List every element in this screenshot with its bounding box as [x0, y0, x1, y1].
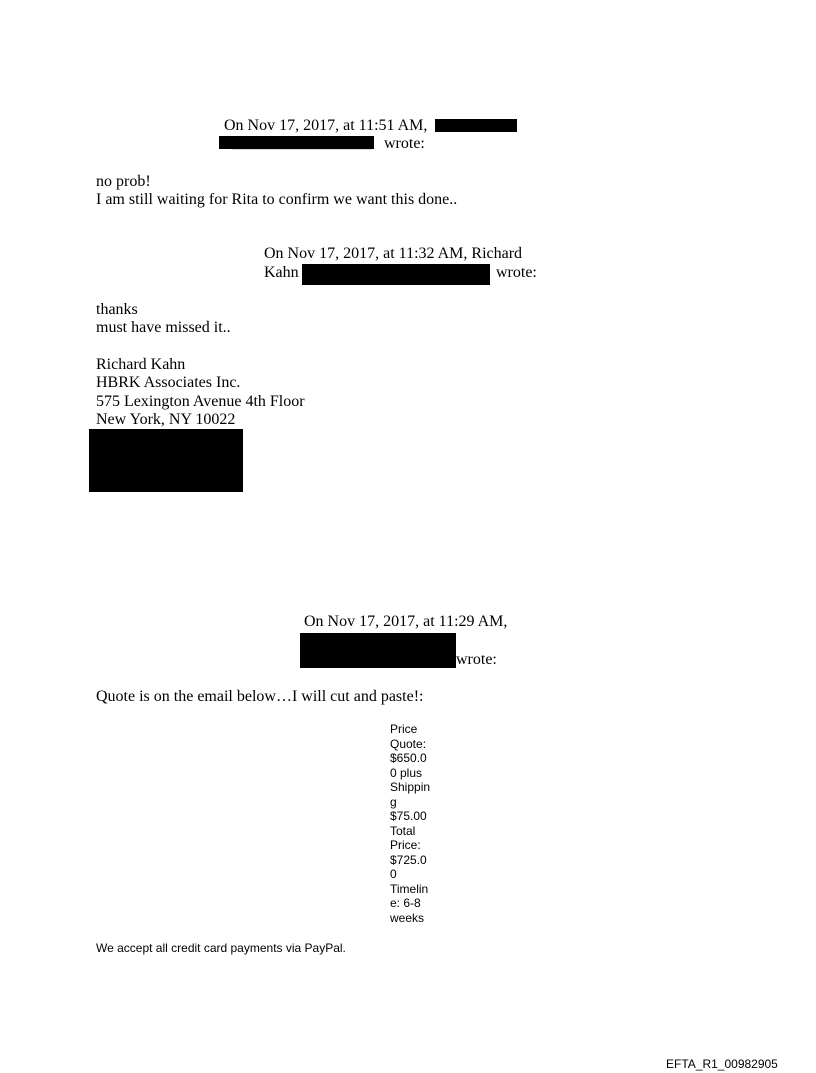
quote-line: Total — [390, 823, 416, 838]
email-header-1-line1 — [224, 117, 427, 135]
quote-line: e: 6-8 — [390, 896, 421, 910]
email-header-2-kahn: Kahn — [264, 264, 299, 281]
quote-line: Timelin — [390, 881, 429, 896]
reply-1-line2: I am still waiting for Rita to confirm we want this done.. — [96, 191, 458, 208]
quote-line: $75.00 — [390, 809, 427, 823]
quote-line: $725.0 — [390, 852, 427, 867]
reply-2-line2: must have missed it.. — [96, 319, 231, 336]
redaction-block — [302, 264, 490, 285]
signature-address-1: 575 Lexington Avenue 4th Floor — [96, 393, 305, 410]
quote-line: Quote: — [390, 736, 427, 751]
reply-2-line1: thanks — [96, 301, 138, 318]
redaction-block — [89, 429, 243, 492]
email-header-2-wrote: wrote: — [496, 264, 537, 281]
redaction-block — [219, 136, 374, 149]
email-header-3-line1: On Nov 17, 2017, at 11:29 AM, — [304, 613, 508, 630]
email-header-2-line1: On Nov 17, 2017, at 11:32 AM, Richard — [264, 245, 523, 262]
quote-line: Price — [390, 722, 418, 736]
quote-line: 0 — [390, 867, 397, 881]
email-header-3-wrote: wrote: — [456, 651, 497, 668]
quote-line: $650.0 — [390, 751, 427, 765]
signature-address-2: New York, NY 10022 — [96, 411, 236, 428]
redaction-block — [300, 633, 456, 668]
payment-note: We accept all credit card payments via PayPal. — [96, 941, 346, 955]
redaction-block — [435, 119, 517, 132]
email-header-1-wrote: wrote: — [384, 135, 425, 152]
quote-line: weeks — [390, 910, 425, 925]
email-header-1-text: On Nov 17, 2017, at 11:51 AM, — [224, 117, 428, 134]
price-quote-block — [390, 722, 430, 925]
reply-3-line1: Quote is on the email below…I will cut and paste!: — [96, 688, 424, 705]
quote-line: g — [390, 794, 397, 809]
signature-company: HBRK Associates Inc. — [96, 374, 241, 391]
reply-1-line1: no prob! — [96, 173, 151, 190]
bates-number: EFTA_R1_00982905 — [666, 1057, 778, 1071]
signature-name: Richard Kahn — [96, 356, 186, 373]
quote-line: Shippin — [390, 780, 431, 794]
quote-line: Price: — [390, 838, 421, 852]
quote-line: 0 plus — [390, 765, 423, 780]
